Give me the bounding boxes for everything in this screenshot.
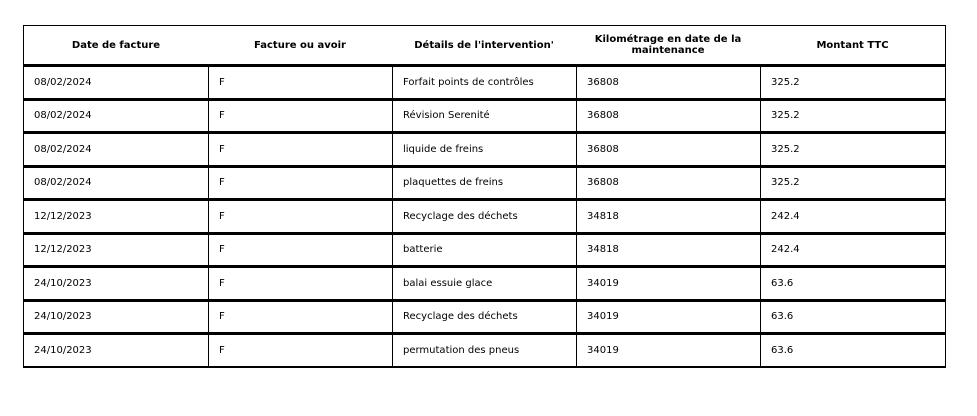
cell-mileage: 36808	[576, 66, 760, 100]
cell-amount: 325.2	[760, 133, 945, 167]
cell-intervention: balai essuie glace	[392, 267, 576, 301]
cell-mileage: 34818	[576, 200, 760, 234]
cell-invoice-type: F	[208, 234, 392, 268]
cell-invoice-type: F	[208, 100, 392, 134]
cell-invoice-date: 08/02/2024	[24, 66, 208, 100]
cell-invoice-date: 24/10/2023	[24, 334, 208, 368]
header-mileage: Kilométrage en date de la maintenance	[576, 26, 760, 66]
cell-invoice-date: 08/02/2024	[24, 100, 208, 134]
cell-invoice-date: 08/02/2024	[24, 133, 208, 167]
cell-intervention: Recyclage des déchets	[392, 200, 576, 234]
cell-mileage: 34818	[576, 234, 760, 268]
cell-invoice-date: 08/02/2024	[24, 167, 208, 201]
cell-invoice-date: 12/12/2023	[24, 234, 208, 268]
cell-mileage: 34019	[576, 267, 760, 301]
table-row	[24, 66, 945, 100]
cell-mileage: 36808	[576, 100, 760, 134]
cell-mileage: 34019	[576, 334, 760, 368]
cell-amount: 242.4	[760, 200, 945, 234]
cell-invoice-type: F	[208, 301, 392, 335]
cell-invoice-type: F	[208, 66, 392, 100]
cell-amount: 63.6	[760, 267, 945, 301]
table-row	[24, 167, 945, 201]
cell-invoice-type: F	[208, 267, 392, 301]
cell-intervention: Forfait points de contrôles	[392, 66, 576, 100]
cell-amount: 325.2	[760, 100, 945, 134]
header-invoice-or-credit: Facture ou avoir	[208, 26, 392, 66]
cell-invoice-type: F	[208, 167, 392, 201]
cell-amount: 63.6	[760, 301, 945, 335]
table-body	[24, 66, 945, 368]
cell-intervention: permutation des pneus	[392, 334, 576, 368]
table-header	[24, 26, 945, 66]
cell-intervention: plaquettes de freins	[392, 167, 576, 201]
cell-invoice-date: 24/10/2023	[24, 267, 208, 301]
cell-mileage: 36808	[576, 133, 760, 167]
cell-mileage: 36808	[576, 167, 760, 201]
table-row	[24, 133, 945, 167]
cell-intervention: liquide de freins	[392, 133, 576, 167]
cell-invoice-date: 24/10/2023	[24, 301, 208, 335]
cell-amount: 242.4	[760, 234, 945, 268]
cell-mileage: 34019	[576, 301, 760, 335]
header-invoice-date: Date de facture	[24, 26, 208, 66]
maintenance-invoice-table	[23, 25, 946, 368]
cell-invoice-date: 12/12/2023	[24, 200, 208, 234]
cell-intervention: Révision Serenité	[392, 100, 576, 134]
table-row	[24, 267, 945, 301]
header-amount-ttc: Montant TTC	[760, 26, 945, 66]
maintenance-table-container	[23, 25, 944, 368]
cell-amount: 325.2	[760, 66, 945, 100]
cell-invoice-type: F	[208, 200, 392, 234]
table-row	[24, 301, 945, 335]
cell-invoice-type: F	[208, 133, 392, 167]
cell-amount: 63.6	[760, 334, 945, 368]
cell-intervention: batterie	[392, 234, 576, 268]
cell-amount: 325.2	[760, 167, 945, 201]
table-row	[24, 334, 945, 368]
table-row	[24, 200, 945, 234]
header-row	[24, 26, 945, 66]
cell-intervention: Recyclage des déchets	[392, 301, 576, 335]
header-intervention-details: Détails de l'intervention'	[392, 26, 576, 66]
table-row	[24, 234, 945, 268]
table-row	[24, 100, 945, 134]
cell-invoice-type: F	[208, 334, 392, 368]
